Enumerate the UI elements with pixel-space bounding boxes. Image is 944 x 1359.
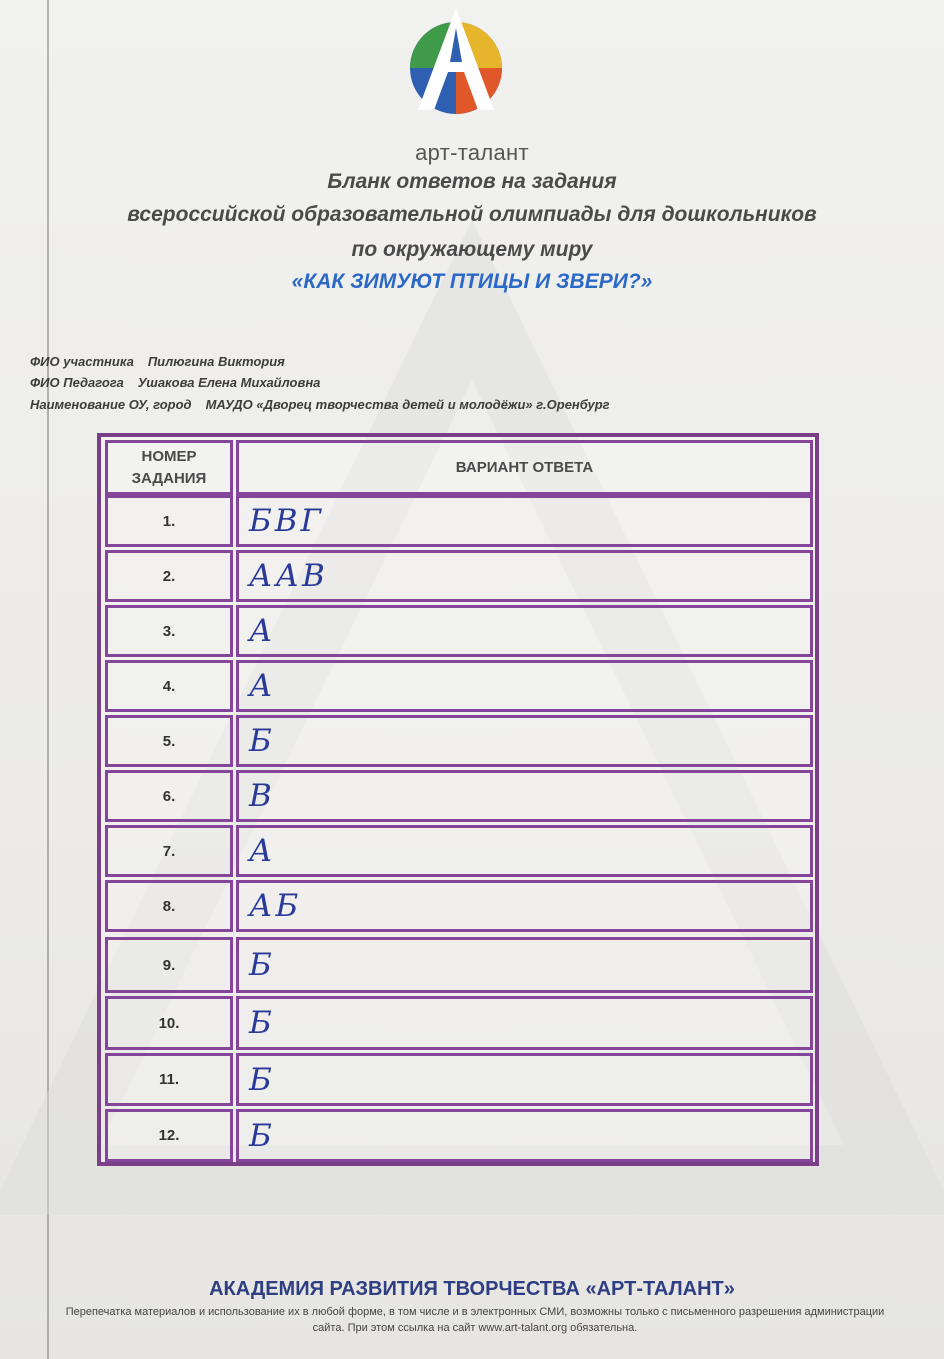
table-row bbox=[105, 825, 811, 877]
participant-label: ФИО участника bbox=[30, 354, 134, 369]
answers-table bbox=[97, 433, 819, 1166]
task-number: 10. bbox=[105, 996, 233, 1050]
table-row bbox=[105, 1109, 811, 1162]
answer-cell[interactable]: Б bbox=[236, 996, 813, 1050]
art-talant-logo bbox=[404, 6, 508, 118]
teacher-value: Ушакова Елена Михайловна bbox=[137, 375, 321, 390]
table-row bbox=[105, 996, 811, 1050]
table-row bbox=[105, 1053, 811, 1106]
task-number: 5. bbox=[105, 715, 233, 767]
table-header bbox=[105, 440, 811, 495]
header-task-number-text: НОМЕР ЗАДАНИЯ bbox=[131, 447, 207, 487]
task-number: 3. bbox=[105, 605, 233, 657]
task-number: 4. bbox=[105, 660, 233, 712]
answer-cell[interactable]: В bbox=[236, 770, 813, 822]
task-number: 7. bbox=[105, 825, 233, 877]
school-label: Наименование ОУ, город bbox=[30, 397, 192, 412]
participant-line bbox=[30, 354, 285, 369]
heading-line-3: по окружающему миру bbox=[351, 238, 593, 261]
teacher-label: ФИО Педагога bbox=[30, 375, 124, 390]
answer-cell[interactable]: ААВ bbox=[236, 550, 813, 602]
table-row bbox=[105, 660, 811, 712]
heading-line-1: Бланк ответов на задания bbox=[327, 170, 617, 193]
heading-line-2: всероссийской образовательной олимпиады для дошкольников bbox=[127, 203, 817, 226]
answer-cell[interactable]: Б bbox=[236, 1109, 813, 1162]
school-line bbox=[30, 397, 610, 412]
table-row bbox=[105, 495, 811, 547]
header-task-number bbox=[105, 440, 233, 495]
table-row bbox=[105, 605, 811, 657]
footer-copyright-note: Перепечатка материалов и использование их в любой форме, в том числе и в электронных СМИ, возможны только с письменного разрешения администрации сайта. При этом ссылка на сайт www.art-talant.org обязательна. bbox=[65, 1306, 885, 1334]
task-number: 1. bbox=[105, 495, 233, 547]
task-number: 8. bbox=[105, 880, 233, 932]
answer-cell[interactable]: Б bbox=[236, 715, 813, 767]
answer-cell[interactable]: БВГ bbox=[236, 495, 813, 547]
answer-cell[interactable]: АБ bbox=[236, 880, 813, 932]
answer-cell[interactable]: А bbox=[236, 605, 813, 657]
table-row bbox=[105, 937, 811, 993]
table-row bbox=[105, 550, 811, 602]
olympiad-title: «КАК ЗИМУЮТ ПТИЦЫ И ЗВЕРИ?» bbox=[291, 270, 653, 293]
table-row bbox=[105, 715, 811, 767]
teacher-line bbox=[30, 375, 320, 390]
answer-cell[interactable]: Б bbox=[236, 937, 813, 993]
task-number: 6. bbox=[105, 770, 233, 822]
task-number: 2. bbox=[105, 550, 233, 602]
table-row bbox=[105, 880, 811, 932]
brand-name: арт-талант bbox=[415, 140, 529, 165]
answer-cell[interactable]: Б bbox=[236, 1053, 813, 1106]
header-answer: ВАРИАНТ ОТВЕТА bbox=[236, 440, 813, 495]
answer-cell[interactable]: А bbox=[236, 825, 813, 877]
participant-value: Пилюгина Виктория bbox=[147, 354, 285, 369]
task-number: 11. bbox=[105, 1053, 233, 1106]
task-number: 9. bbox=[105, 937, 233, 993]
task-number: 12. bbox=[105, 1109, 233, 1162]
footer-title: АКАДЕМИЯ РАЗВИТИЯ ТВОРЧЕСТВА «АРТ-ТАЛАНТ» bbox=[209, 1278, 735, 1300]
school-value: МАУДО «Дворец творчества детей и молодёжи» г.Оренбург bbox=[205, 397, 610, 412]
answer-cell[interactable]: А bbox=[236, 660, 813, 712]
table-row bbox=[105, 770, 811, 822]
